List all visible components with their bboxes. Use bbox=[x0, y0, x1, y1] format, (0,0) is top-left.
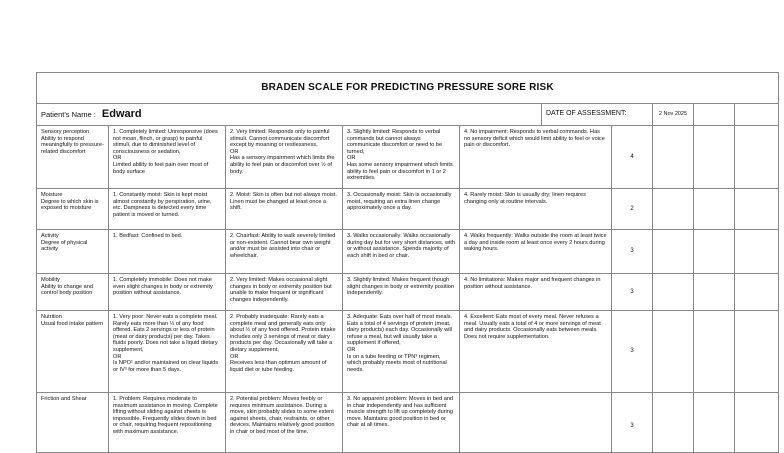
score-empty bbox=[735, 189, 779, 230]
row-moisture bbox=[37, 189, 779, 230]
level-3-cell: 3. Adequate: Eats over half of most meals. Eats a total of 4 servings of protein (meat, dairy products) each day. Occasionally will refuse a meal, but will usually take a supplement if offered, OR Is on a tube feeding or TPN³ regimen, which probably meets most of nutritional needs. bbox=[343, 311, 460, 393]
category-subtitle: Degree to which skin is exposed to moisture bbox=[41, 198, 99, 212]
score-empty bbox=[735, 311, 779, 393]
level-1-cell: 1. Completely limited: Unresponsive (does not moan, flinch, or grasp) to painful stimuli, due to diminished level of consciousness or sedation, OR Limited ability to feel pain over most of body surface bbox=[109, 126, 226, 189]
level-3-cell: 3. No apparent problem: Moves in bed and in chair independently and has sufficient muscle strength to lift up completely during move. Maintains good position in bed or chair at all times. bbox=[343, 393, 460, 453]
category-title: Sensory perception bbox=[41, 129, 90, 135]
level-1-cell: 1. Constantly moist: Skin is kept moist almost constantly by perspiration, urine, etc. Dampness is detected every time patient is moved or turned. bbox=[109, 189, 226, 230]
level-1-cell: 1. Bedfast: Confined to bed. bbox=[109, 230, 226, 274]
row-sensory-perception bbox=[37, 126, 779, 189]
score-cell: 2 bbox=[612, 189, 653, 230]
level-2-cell: 2. Very limited: Makes occasional slight changes in body or extremity position but unable to make frequent or significant changes independently. bbox=[226, 274, 343, 311]
level-2-cell: 2. Chairfast: Ability to walk severely limited or non-existent. Cannot bear own weight and/or must be assisted into chair or wheelchair. bbox=[226, 230, 343, 274]
level-4-cell bbox=[460, 393, 612, 453]
score-empty bbox=[653, 126, 694, 189]
category-subtitle: Ability to change and control body position bbox=[41, 283, 93, 297]
row-friction-and-shear bbox=[37, 393, 779, 453]
score-empty bbox=[735, 393, 779, 453]
level-3-cell: 3. Slightly limited: Makes frequent though slight changes in body or extremity position independently. bbox=[343, 274, 460, 311]
category-title: Activity bbox=[41, 233, 59, 239]
category-title: Nutrition bbox=[41, 314, 62, 320]
level-2-cell: 2. Very limited: Responds only to painful stimuli. Cannot communicate discomfort except by moaning or restlessness, OR Has a sensory impairment which limits the ability to feel pain or discomfort over ½ of body. bbox=[226, 126, 343, 189]
score-empty bbox=[694, 393, 735, 453]
level-3-cell: 3. Walks occasionally: Walks occasionally during day but for very short distances, with or without assistance. Spends majority of each shift in bed or chair. bbox=[343, 230, 460, 274]
score-empty bbox=[694, 230, 735, 274]
score-cell: 4 bbox=[612, 126, 653, 189]
patient-name-label: Patient's Name : bbox=[41, 109, 96, 119]
score-empty bbox=[653, 189, 694, 230]
level-4-cell: 4. No limitations: Makes major and frequent changes in position without assistance. bbox=[460, 274, 612, 311]
score-empty bbox=[735, 230, 779, 274]
level-4-cell: 4. Excellent: Eats most of every meal. Never refuses a meal. Usually eats a total of 4 or more servings of meat and dairy products. Occasionally eats between meals. Does not require supplementation. bbox=[460, 311, 612, 393]
level-4-cell: 4. No impairment: Responds to verbal commands. Has no sensory deficit which would limit ability to feel or voice pain or discomfort. bbox=[460, 126, 612, 189]
level-2-cell: 2. Probably inadequate: Rarely eats a complete meal and generally eats only about ½ of any food offered. Protein intake includes only 3 servings of meat or dairy products per day. Occasionally will take a dietary supplement, OR Receives less than optimum amount of liquid diet or tube feeding. bbox=[226, 311, 343, 393]
category-cell bbox=[37, 189, 109, 230]
score-cell: 3 bbox=[612, 311, 653, 393]
score-cell: 3 bbox=[612, 393, 653, 453]
score-empty bbox=[653, 311, 694, 393]
row-activity bbox=[37, 230, 779, 274]
category-cell bbox=[37, 274, 109, 311]
level-4-cell: 4. Walks frequently: Walks outside the room at least twice a day and inside room at least once every 2 hours during waking hours. bbox=[460, 230, 612, 274]
level-2-cell: 2. Potential problem: Moves feebly or requires minimum assistance. During a move, skin probably slides to some extent against sheets, chair, restraints, or other devices. Maintains relatively good position in chair or bed most of the time. bbox=[226, 393, 343, 453]
score-empty bbox=[653, 230, 694, 274]
category-title: Moisture bbox=[41, 192, 63, 198]
row-nutrition bbox=[37, 311, 779, 393]
score-empty bbox=[694, 274, 735, 311]
category-cell bbox=[37, 393, 109, 453]
category-title: Friction and Shear bbox=[41, 396, 87, 402]
category-subtitle: Ability to respond meaningfully to pressure-related discomfort bbox=[41, 135, 104, 155]
assessment-date-label: DATE OF ASSESSMENT: bbox=[542, 104, 653, 126]
page-title: BRADEN SCALE FOR PREDICTING PRESSURE SORE RISK bbox=[37, 73, 779, 104]
score-empty bbox=[735, 126, 779, 189]
level-1-cell: 1. Problem: Requires moderate to maximum assistance in moving. Complete lifting without sliding against sheets is impossible. Frequently slides down in bed or chair, requiring frequent repositioning with maximum assistance. bbox=[109, 393, 226, 453]
score-empty bbox=[653, 393, 694, 453]
level-1-cell: 1. Completely immobile: Does not make even slight changes in body or extremity position without assistance. bbox=[109, 274, 226, 311]
score-empty bbox=[694, 189, 735, 230]
level-2-cell: 2. Moist: Skin is often but not always moist. Linen must be changed at least once a shift. bbox=[226, 189, 343, 230]
score-empty bbox=[694, 126, 735, 189]
level-4-cell: 4. Rarely moist: Skin is usually dry; linen requires changing only at routine intervals. bbox=[460, 189, 612, 230]
score-cell: 3 bbox=[612, 274, 653, 311]
level-3-cell: 3. Occasionally moist: Skin is occasionally moist, requiring an extra linen change approximately once a day. bbox=[343, 189, 460, 230]
assessment-date-empty bbox=[694, 104, 735, 126]
header-row bbox=[37, 104, 779, 126]
category-subtitle: Degree of physical activity bbox=[41, 239, 88, 253]
braden-scale-table bbox=[36, 72, 779, 453]
category-title: Mobility bbox=[41, 277, 60, 283]
row-mobility bbox=[37, 274, 779, 311]
category-cell bbox=[37, 230, 109, 274]
category-subtitle: Usual food intake pattern bbox=[41, 320, 104, 327]
assessment-date-empty bbox=[735, 104, 779, 126]
patient-name-value: Edward bbox=[101, 107, 142, 120]
score-empty bbox=[694, 311, 735, 393]
patient-name-cell bbox=[37, 104, 542, 126]
level-3-cell: 3. Slightly limited: Responds to verbal commands but cannot always communicate discomfort or need to be turned, OR Has some sensory impairment which limits ability to feel pain or discomfort in 1 or 2 extremities. bbox=[343, 126, 460, 189]
category-cell bbox=[37, 126, 109, 189]
score-cell: 3 bbox=[612, 230, 653, 274]
assessment-date-value: 2 Nov 2025 bbox=[653, 104, 694, 126]
score-empty bbox=[653, 274, 694, 311]
level-1-cell: 1. Very poor: Never eats a complete meal. Rarely eats more than ⅓ of any food offered. Eats 2 servings or less of protein (meat or dairy products) per day. Takes fluids poorly. Does not take a liquid dietary supplement, OR Is NPO¹ and/or maintained on clear liquids or IV² for more than 5 days. bbox=[109, 311, 226, 393]
category-cell bbox=[37, 311, 109, 393]
score-empty bbox=[735, 274, 779, 311]
